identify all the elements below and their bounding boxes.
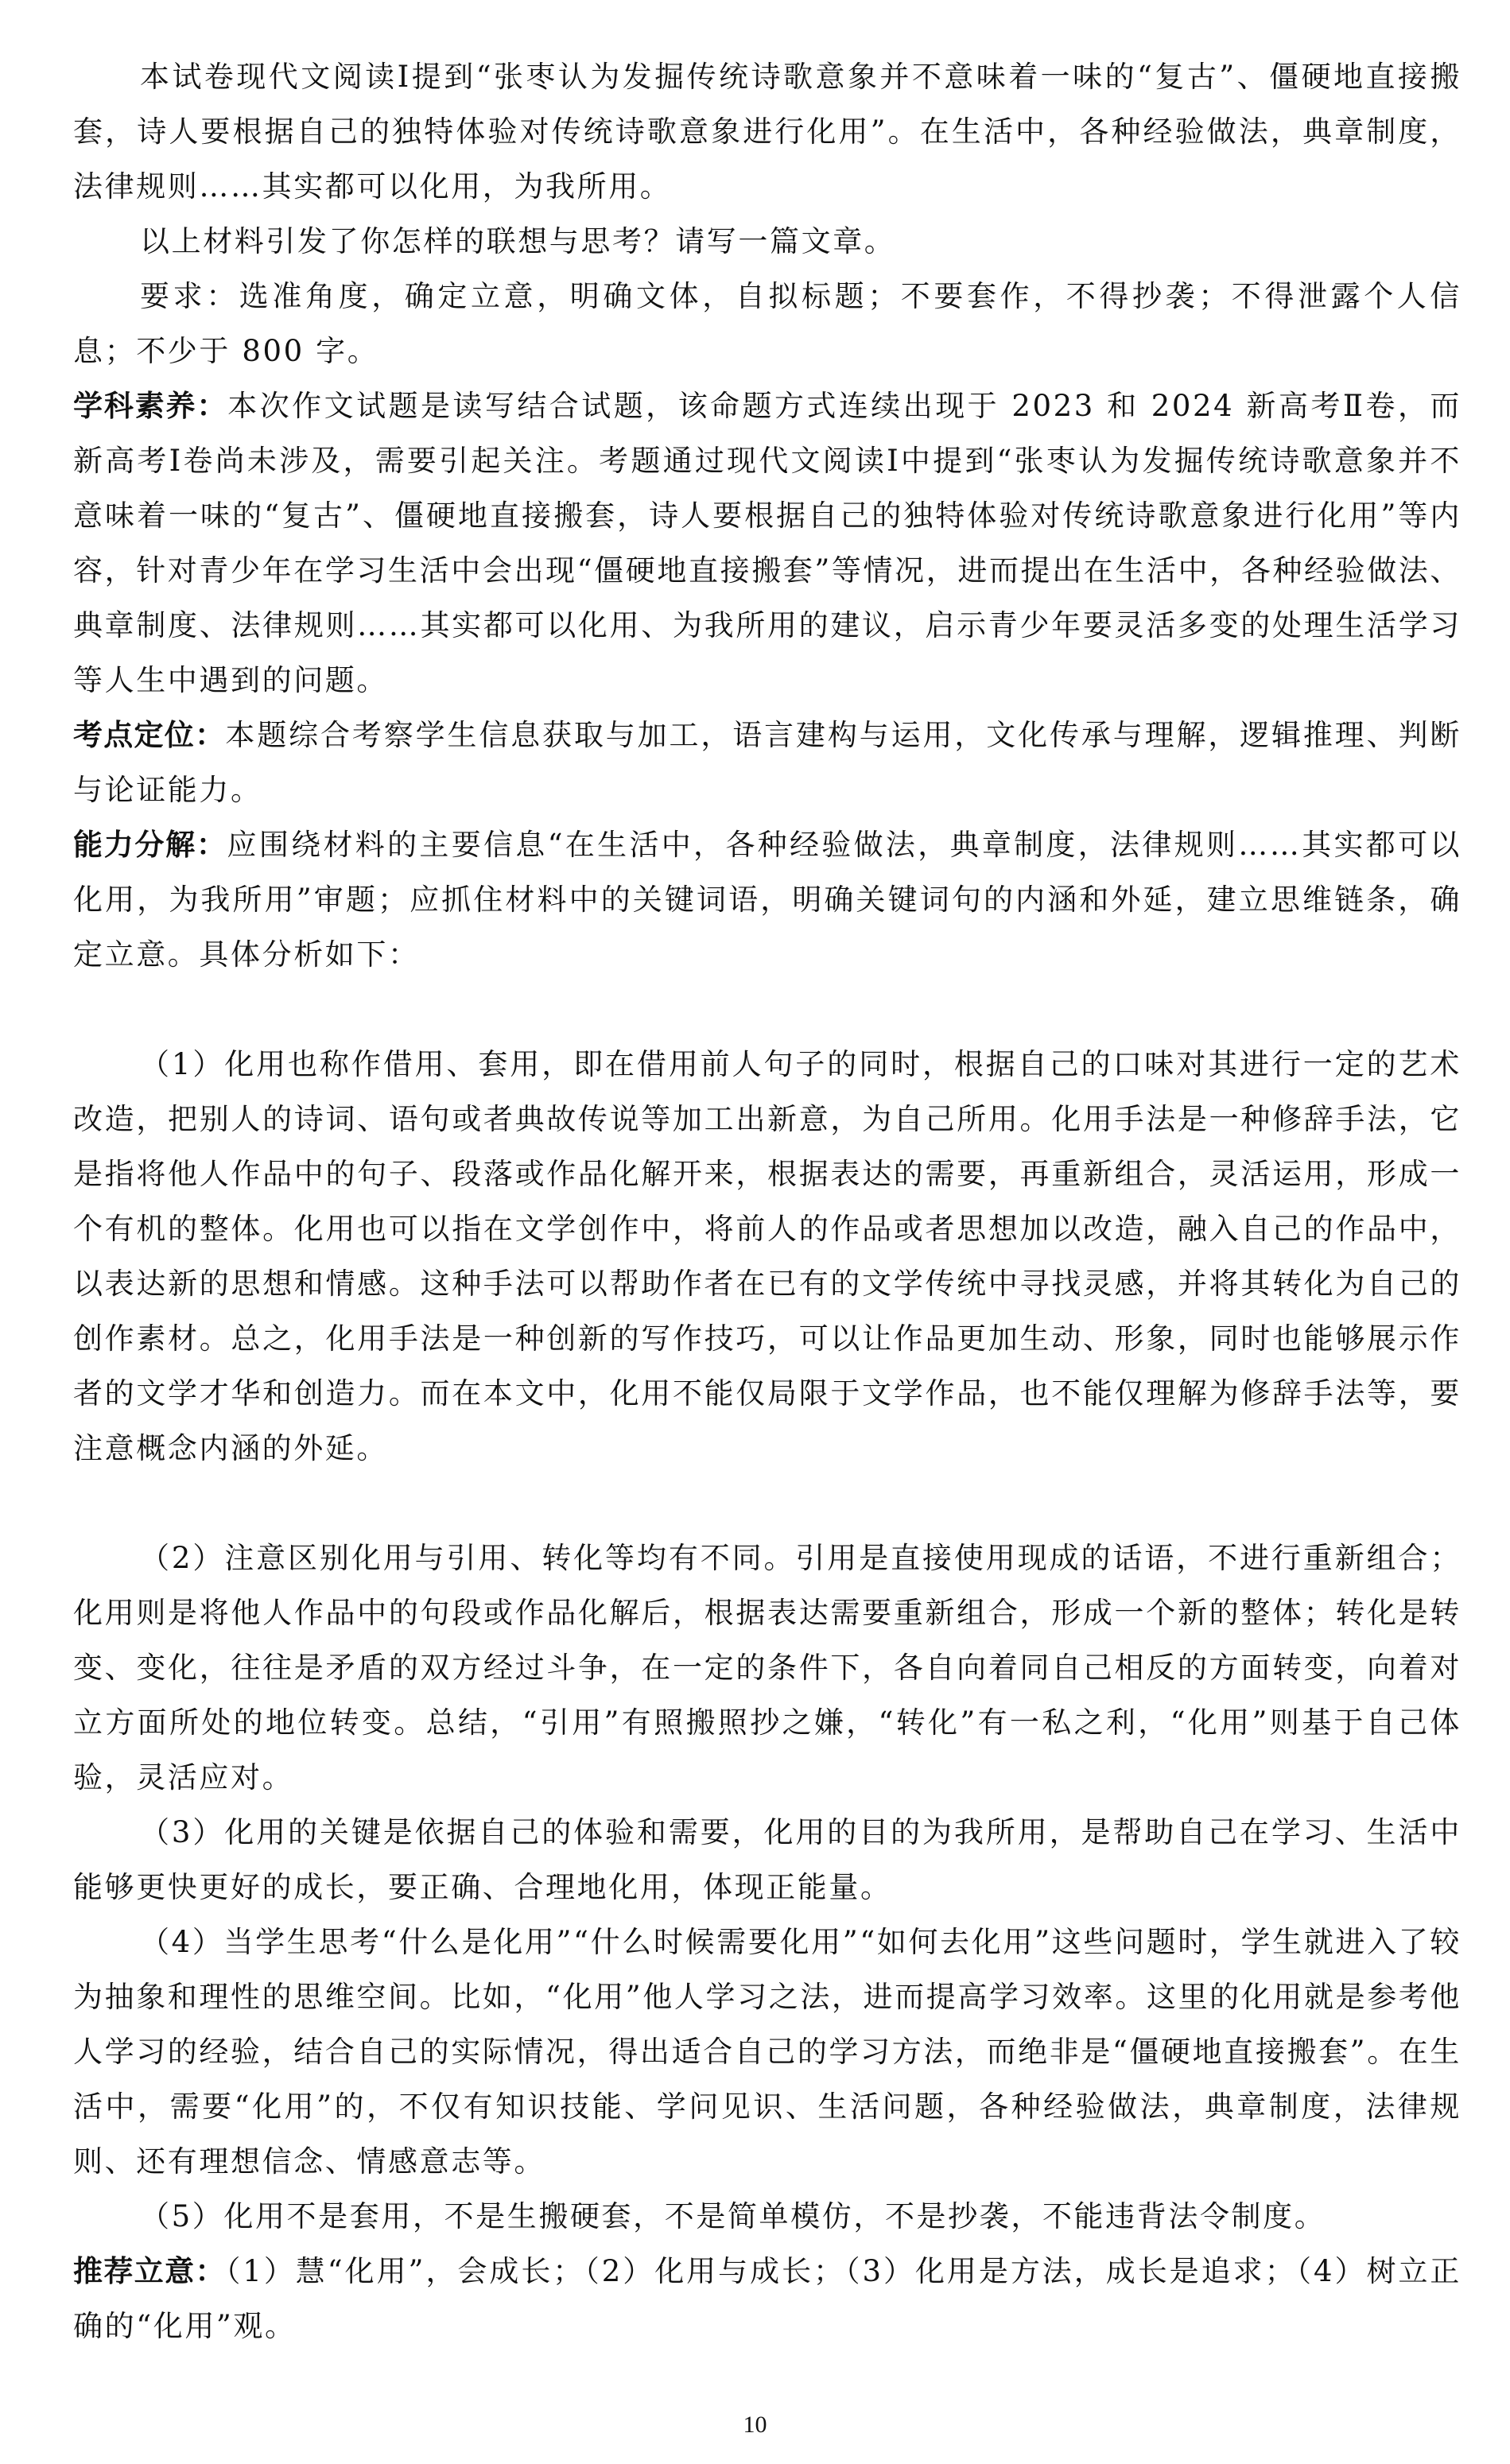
analysis-point-2: （2）注意区别化用与引用、转化等均有不同。引用是直接使用现成的话语，不进行重新组合；化用则是将他人作品中的句段或作品化解后，根据表达需要重新组合，形成一个新的整体；转化是转变、变化，往往是矛盾的双方经过斗争，在一定的条件下，各自向着同自己相反的方面转变，向着对立方面所处的地位转变。总结，“引用”有照搬照抄之嫌，“转化”有一私之利，“化用”则基于自己体验，灵活应对。 bbox=[73, 1541, 1461, 1795]
material-paragraph: 本试卷现代文阅读Ⅰ提到“张枣认为发掘传统诗歌意象并不意味着一味的“复古”、僵硬地直接搬套，诗人要根据自己的独特体验对传统诗歌意象进行化用”。在生活中，各种经验做法，典章制度，法律规则……其实都可以化用，为我所用。 bbox=[73, 60, 1461, 204]
analysis-point-5: （5）化用不是套用，不是生搬硬套，不是简单模仿，不是抄袭，不能违背法令制度。 bbox=[140, 2199, 1326, 2233]
ability-breakdown-section bbox=[73, 817, 1461, 982]
subject-literacy-text: 本次作文试题是读写结合试题，该命题方式连续出现于 2023 和 2024 新高考Ⅱ卷，而新高考Ⅰ卷尚未涉及，需要引起关注。考题通过现代文阅读Ⅰ中提到“张枣认为发掘传统诗歌意象并不意味着一味的“复古”、僵硬地直接搬套，诗人要根据自己的独特体验对传统诗歌意象进行化用”等内容，针对青少年在学习生活中会出现“僵硬地直接搬套”等情况，进而提出在生活中，各种经验做法、典章制度、法律规则……其实都可以化用、为我所用的建议，启示青少年要灵活多变的处理生活学习等人生中遇到的问题。 bbox=[73, 389, 1461, 697]
analysis-point-4: （4）当学生思考“什么是化用”“什么时候需要化用”“如何去化用”这些问题时，学生就进入了较为抽象和理性的思维空间。比如，“化用”他人学习之法，进而提高学习效率。这里的化用就是参考他人学习的经验，结合自己的实际情况，得出适合自己的学习方法，而绝非是“僵硬地直接搬套”。在生活中，需要“化用”的，不仅有知识技能、学问见识、生活问题，各种经验做法，典章制度，法律规则、还有理想信念、情感意志等。 bbox=[73, 1925, 1461, 2179]
recommended-theme-label: 推荐立意： bbox=[73, 2253, 226, 2288]
ability-breakdown-label: 能力分解： bbox=[73, 827, 227, 862]
blank-line bbox=[73, 982, 1461, 1037]
exam-point-section bbox=[73, 708, 1461, 817]
subject-literacy-label: 学科素养： bbox=[73, 388, 228, 423]
analysis-point-1: （1）化用也称作借用、套用，即在借用前人句子的同时，根据自己的口味对其进行一定的艺术改造，把别人的诗词、语句或者典故传说等加工出新意，为自己所用。化用手法是一种修辞手法，它是指将他人作品中的句子、段落或作品化解开来，根据表达的需要，再重新组合，灵活运用，形成一个有机的整体。化用也可以指在文学创作中，将前人的作品或者思想加以改造，融入自己的作品中，以表达新的思想和情感。这种手法可以帮助作者在已有的文学传统中寻找灵感，并将其转化为自己的创作素材。总之，化用手法是一种创新的写作技巧，可以让作品更加生动、形象，同时也能够展示作者的文学才华和创造力。而在本文中，化用不能仅局限于文学作品，也不能仅理解为修辞手法等，要注意概念内涵的外延。 bbox=[73, 1047, 1461, 1465]
recommended-theme-section bbox=[73, 2244, 1461, 2353]
page-number: 10 bbox=[743, 2412, 767, 2438]
requirements-paragraph: 要求：选准角度，确定立意，明确文体，自拟标题；不要套作，不得抄袭；不得泄露个人信息；不少于 800 字。 bbox=[73, 279, 1461, 368]
ability-breakdown-text: 应围绕材料的主要信息“在生活中，各种经验做法，典章制度，法律规则……其实都可以化用，为我所用”审题；应抓住材料中的关键词语，明确关键词句的内涵和外延，建立思维链条，确定立意。具体分析如下： bbox=[73, 828, 1461, 972]
analysis-point-3: （3）化用的关键是依据自己的体验和需要，化用的目的为我所用，是帮助自己在学习、生活中能够更快更好的成长，要正确、合理地化用，体现正能量。 bbox=[73, 1815, 1461, 1904]
blank-line bbox=[73, 1476, 1461, 1531]
page-content bbox=[73, 49, 1461, 2353]
exam-point-label: 考点定位： bbox=[73, 717, 226, 752]
recommended-theme-text: （1）慧“化用”，会成长；（2）化用与成长；（3）化用是方法，成长是追求；（4）树立正确的“化用”观。 bbox=[73, 2254, 1462, 2343]
exam-point-text: 本题综合考察学生信息获取与加工，语言建构与运用，文化传承与理解，逻辑推理、判断与论证能力。 bbox=[73, 718, 1462, 807]
subject-literacy-section bbox=[73, 378, 1461, 708]
prompt-paragraph: 以上材料引发了你怎样的联想与思考？请写一篇文章。 bbox=[140, 224, 896, 258]
